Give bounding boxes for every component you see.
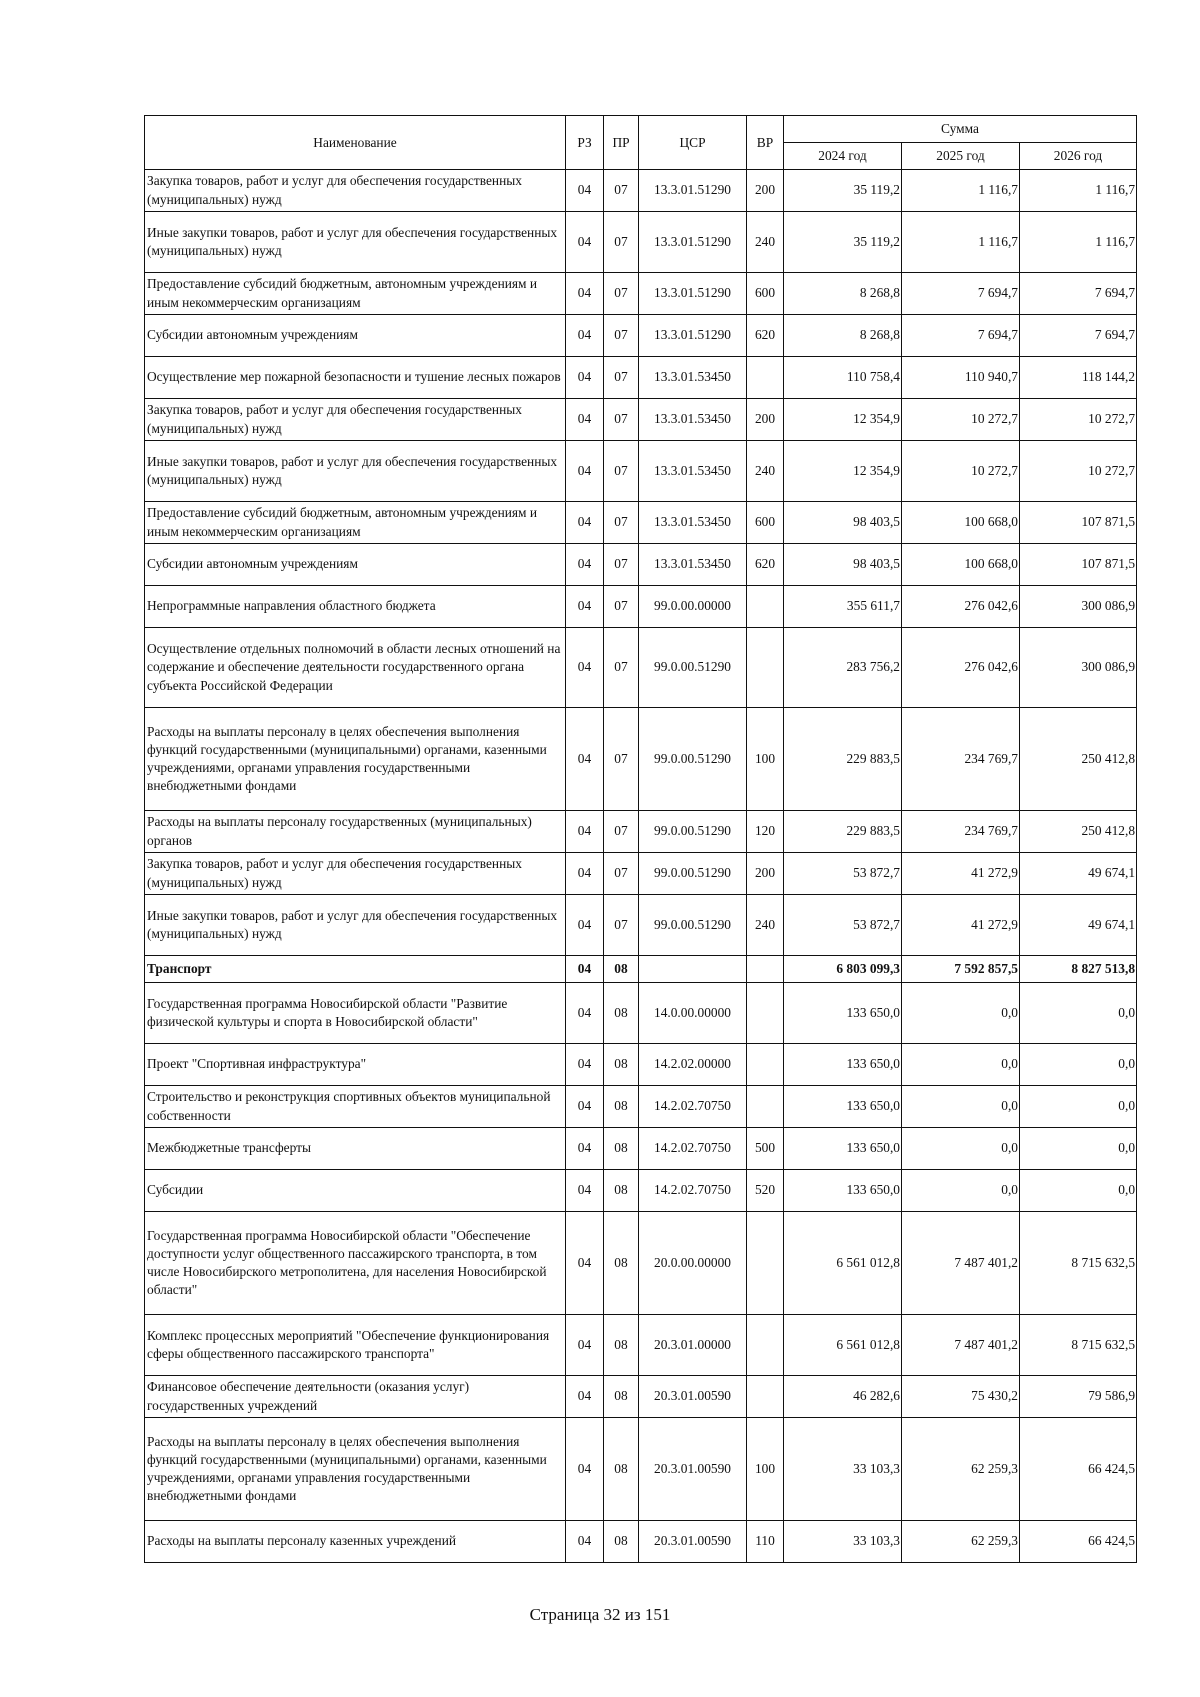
- row-vr: 240: [747, 895, 784, 956]
- row-sum-2025: 41 272,9: [902, 853, 1020, 895]
- row-sum-2026: 250 412,8: [1020, 811, 1137, 853]
- row-vr: [747, 956, 784, 983]
- row-sum-2026: 300 086,9: [1020, 628, 1137, 708]
- row-sum-2025: 7 694,7: [902, 315, 1020, 357]
- row-sum-2025: 0,0: [902, 1086, 1020, 1128]
- row-sum-2025: 0,0: [902, 1128, 1020, 1170]
- row-csr: 20.3.01.00000: [639, 1315, 747, 1376]
- row-rz: 04: [566, 273, 604, 315]
- table-body: [145, 170, 1137, 1563]
- row-csr: 14.2.02.70750: [639, 1086, 747, 1128]
- row-name: Осуществление отдельных полномочий в области лесных отношений на содержание и обеспечение деятельности государственного органа субъекта Российской Федерации: [145, 628, 566, 708]
- budget-table: [144, 115, 1137, 1563]
- row-name: Межбюджетные трансферты: [145, 1128, 566, 1170]
- row-sum-2026: 66 424,5: [1020, 1521, 1137, 1563]
- row-rz: 04: [566, 586, 604, 628]
- row-sum-2024: 133 650,0: [784, 1170, 902, 1212]
- row-name: Проект "Спортивная инфраструктура": [145, 1044, 566, 1086]
- row-sum-2025: 62 259,3: [902, 1521, 1020, 1563]
- row-sum-2026: 8 827 513,8: [1020, 956, 1137, 983]
- row-pr: 08: [604, 1212, 639, 1315]
- table-row: [145, 1521, 1137, 1563]
- row-sum-2026: 0,0: [1020, 1128, 1137, 1170]
- table-row: [145, 1376, 1137, 1418]
- row-sum-2025: 1 116,7: [902, 170, 1020, 212]
- row-vr: [747, 1086, 784, 1128]
- row-pr: 07: [604, 586, 639, 628]
- row-rz: 04: [566, 1170, 604, 1212]
- row-sum-2024: 6 561 012,8: [784, 1315, 902, 1376]
- row-sum-2026: 1 116,7: [1020, 212, 1137, 273]
- row-sum-2025: 62 259,3: [902, 1418, 1020, 1521]
- table-row: [145, 273, 1137, 315]
- row-sum-2024: 283 756,2: [784, 628, 902, 708]
- row-csr: 20.3.01.00590: [639, 1521, 747, 1563]
- row-rz: 04: [566, 1212, 604, 1315]
- row-pr: 08: [604, 1521, 639, 1563]
- row-name: Транспорт: [145, 956, 566, 983]
- row-sum-2024: 133 650,0: [784, 1086, 902, 1128]
- row-csr: 13.3.01.51290: [639, 170, 747, 212]
- row-vr: 200: [747, 399, 784, 441]
- row-vr: [747, 628, 784, 708]
- row-vr: 240: [747, 212, 784, 273]
- row-rz: 04: [566, 895, 604, 956]
- row-csr: 99.0.00.51290: [639, 895, 747, 956]
- row-rz: 04: [566, 399, 604, 441]
- row-pr: 07: [604, 895, 639, 956]
- row-sum-2026: 0,0: [1020, 1170, 1137, 1212]
- row-sum-2024: 229 883,5: [784, 811, 902, 853]
- row-sum-2024: 229 883,5: [784, 708, 902, 811]
- row-pr: 08: [604, 1418, 639, 1521]
- row-rz: 04: [566, 983, 604, 1044]
- row-sum-2026: 0,0: [1020, 983, 1137, 1044]
- row-sum-2026: 107 871,5: [1020, 502, 1137, 544]
- row-csr: 13.3.01.51290: [639, 315, 747, 357]
- row-csr: 14.2.02.70750: [639, 1128, 747, 1170]
- row-csr: 13.3.01.51290: [639, 273, 747, 315]
- table-row: [145, 853, 1137, 895]
- table-row: [145, 983, 1137, 1044]
- row-csr: 99.0.00.51290: [639, 853, 747, 895]
- row-sum-2025: 75 430,2: [902, 1376, 1020, 1418]
- table-row: [145, 1212, 1137, 1315]
- row-sum-2025: 7 487 401,2: [902, 1212, 1020, 1315]
- row-sum-2024: 8 268,8: [784, 273, 902, 315]
- row-pr: 07: [604, 212, 639, 273]
- row-pr: 07: [604, 170, 639, 212]
- row-rz: 04: [566, 1418, 604, 1521]
- row-sum-2025: 7 487 401,2: [902, 1315, 1020, 1376]
- row-sum-2025: 234 769,7: [902, 811, 1020, 853]
- table-row: [145, 170, 1137, 212]
- row-rz: 04: [566, 1128, 604, 1170]
- row-sum-2024: 6 803 099,3: [784, 956, 902, 983]
- row-name: Предоставление субсидий бюджетным, автономным учреждениям и иным некоммерческим организациям: [145, 273, 566, 315]
- table-row: [145, 212, 1137, 273]
- row-vr: 600: [747, 502, 784, 544]
- table-row: [145, 811, 1137, 853]
- row-csr: 99.0.00.51290: [639, 811, 747, 853]
- row-sum-2025: 7 592 857,5: [902, 956, 1020, 983]
- row-name: Государственная программа Новосибирской области "Обеспечение доступности услуг общественного пассажирского транспорта, в том числе Новосибирского метрополитена, для населения Новосибирской области": [145, 1212, 566, 1315]
- header-csr: ЦСР: [639, 116, 747, 170]
- row-sum-2025: 1 116,7: [902, 212, 1020, 273]
- table-row: [145, 441, 1137, 502]
- header-year-2024: 2024 год: [784, 143, 902, 170]
- row-name: Предоставление субсидий бюджетным, автономным учреждениям и иным некоммерческим организациям: [145, 502, 566, 544]
- row-vr: 200: [747, 170, 784, 212]
- row-name: Субсидии автономным учреждениям: [145, 315, 566, 357]
- row-sum-2024: 133 650,0: [784, 983, 902, 1044]
- row-csr: 13.3.01.53450: [639, 544, 747, 586]
- header-name: Наименование: [145, 116, 566, 170]
- row-csr: 13.3.01.53450: [639, 399, 747, 441]
- row-rz: 04: [566, 1044, 604, 1086]
- table-row: [145, 1315, 1137, 1376]
- row-csr: [639, 956, 747, 983]
- row-sum-2025: 10 272,7: [902, 399, 1020, 441]
- row-sum-2026: 1 116,7: [1020, 170, 1137, 212]
- row-pr: 07: [604, 502, 639, 544]
- row-sum-2025: 100 668,0: [902, 502, 1020, 544]
- table-row: [145, 315, 1137, 357]
- row-sum-2025: 100 668,0: [902, 544, 1020, 586]
- row-rz: 04: [566, 170, 604, 212]
- row-sum-2026: 8 715 632,5: [1020, 1212, 1137, 1315]
- row-sum-2026: 10 272,7: [1020, 399, 1137, 441]
- row-pr: 07: [604, 811, 639, 853]
- row-pr: 07: [604, 853, 639, 895]
- row-sum-2025: 0,0: [902, 1044, 1020, 1086]
- row-name: Расходы на выплаты персоналу государственных (муниципальных) органов: [145, 811, 566, 853]
- row-name: Расходы на выплаты персоналу в целях обеспечения выполнения функций государственными (муниципальными) органами, казенными учреждениями, органами управления государственными внебюджетными фондами: [145, 1418, 566, 1521]
- row-vr: [747, 1376, 784, 1418]
- row-sum-2024: 35 119,2: [784, 170, 902, 212]
- row-sum-2025: 234 769,7: [902, 708, 1020, 811]
- row-name: Финансовое обеспечение деятельности (оказания услуг) государственных учреждений: [145, 1376, 566, 1418]
- row-pr: 08: [604, 956, 639, 983]
- table-row: [145, 586, 1137, 628]
- table-row: [145, 1086, 1137, 1128]
- table-row: [145, 895, 1137, 956]
- table-row: [145, 1128, 1137, 1170]
- table-row: [145, 1044, 1137, 1086]
- row-sum-2024: 35 119,2: [784, 212, 902, 273]
- row-sum-2026: 118 144,2: [1020, 357, 1137, 399]
- row-sum-2026: 7 694,7: [1020, 315, 1137, 357]
- row-sum-2024: 12 354,9: [784, 441, 902, 502]
- row-sum-2026: 8 715 632,5: [1020, 1315, 1137, 1376]
- row-rz: 04: [566, 1376, 604, 1418]
- row-csr: 20.3.01.00590: [639, 1376, 747, 1418]
- row-csr: 14.2.02.70750: [639, 1170, 747, 1212]
- row-csr: 13.3.01.53450: [639, 502, 747, 544]
- row-vr: 240: [747, 441, 784, 502]
- row-sum-2024: 53 872,7: [784, 853, 902, 895]
- table-row: [145, 544, 1137, 586]
- row-sum-2024: 355 611,7: [784, 586, 902, 628]
- row-name: Закупка товаров, работ и услуг для обеспечения государственных (муниципальных) нужд: [145, 170, 566, 212]
- row-sum-2024: 110 758,4: [784, 357, 902, 399]
- table-row: [145, 357, 1137, 399]
- row-name: Иные закупки товаров, работ и услуг для обеспечения государственных (муниципальных) нужд: [145, 441, 566, 502]
- row-sum-2026: 107 871,5: [1020, 544, 1137, 586]
- row-sum-2025: 276 042,6: [902, 628, 1020, 708]
- row-vr: 520: [747, 1170, 784, 1212]
- row-csr: 13.3.01.53450: [639, 441, 747, 502]
- row-sum-2026: 66 424,5: [1020, 1418, 1137, 1521]
- row-pr: 08: [604, 983, 639, 1044]
- row-rz: 04: [566, 441, 604, 502]
- header-year-2025: 2025 год: [902, 143, 1020, 170]
- row-sum-2024: 46 282,6: [784, 1376, 902, 1418]
- header-vr: ВР: [747, 116, 784, 170]
- row-name: Иные закупки товаров, работ и услуг для обеспечения государственных (муниципальных) нужд: [145, 212, 566, 273]
- row-sum-2026: 49 674,1: [1020, 895, 1137, 956]
- row-rz: 04: [566, 853, 604, 895]
- row-pr: 07: [604, 357, 639, 399]
- row-sum-2025: 0,0: [902, 1170, 1020, 1212]
- table-header: [145, 116, 1137, 170]
- row-rz: 04: [566, 1086, 604, 1128]
- row-vr: [747, 1212, 784, 1315]
- row-vr: 600: [747, 273, 784, 315]
- row-sum-2024: 33 103,3: [784, 1521, 902, 1563]
- row-pr: 08: [604, 1376, 639, 1418]
- row-sum-2025: 0,0: [902, 983, 1020, 1044]
- row-rz: 04: [566, 357, 604, 399]
- row-csr: 14.0.00.00000: [639, 983, 747, 1044]
- table-row: [145, 1170, 1137, 1212]
- header-rz: РЗ: [566, 116, 604, 170]
- row-sum-2025: 10 272,7: [902, 441, 1020, 502]
- row-name: Субсидии автономным учреждениям: [145, 544, 566, 586]
- row-rz: 04: [566, 212, 604, 273]
- row-csr: 99.0.00.00000: [639, 586, 747, 628]
- row-sum-2025: 41 272,9: [902, 895, 1020, 956]
- row-sum-2025: 110 940,7: [902, 357, 1020, 399]
- row-name: Закупка товаров, работ и услуг для обеспечения государственных (муниципальных) нужд: [145, 853, 566, 895]
- row-sum-2025: 7 694,7: [902, 273, 1020, 315]
- row-vr: 620: [747, 544, 784, 586]
- row-vr: [747, 357, 784, 399]
- row-csr: 13.3.01.51290: [639, 212, 747, 273]
- row-csr: 14.2.02.00000: [639, 1044, 747, 1086]
- row-pr: 08: [604, 1315, 639, 1376]
- row-pr: 08: [604, 1044, 639, 1086]
- row-sum-2026: 7 694,7: [1020, 273, 1137, 315]
- table-row: [145, 628, 1137, 708]
- row-rz: 04: [566, 956, 604, 983]
- row-csr: 20.3.01.00590: [639, 1418, 747, 1521]
- row-vr: 120: [747, 811, 784, 853]
- table-row: [145, 502, 1137, 544]
- row-sum-2026: 0,0: [1020, 1044, 1137, 1086]
- table-row: [145, 399, 1137, 441]
- row-sum-2024: 53 872,7: [784, 895, 902, 956]
- row-sum-2026: 300 086,9: [1020, 586, 1137, 628]
- row-vr: [747, 1315, 784, 1376]
- header-sum: Сумма: [784, 116, 1137, 143]
- row-pr: 08: [604, 1086, 639, 1128]
- row-sum-2024: 12 354,9: [784, 399, 902, 441]
- row-csr: 20.0.00.00000: [639, 1212, 747, 1315]
- row-rz: 04: [566, 1315, 604, 1376]
- row-sum-2024: 6 561 012,8: [784, 1212, 902, 1315]
- row-rz: 04: [566, 502, 604, 544]
- row-pr: 07: [604, 708, 639, 811]
- row-vr: 200: [747, 853, 784, 895]
- row-sum-2024: 133 650,0: [784, 1044, 902, 1086]
- row-pr: 08: [604, 1128, 639, 1170]
- row-sum-2026: 10 272,7: [1020, 441, 1137, 502]
- row-sum-2026: 250 412,8: [1020, 708, 1137, 811]
- row-csr: 99.0.00.51290: [639, 628, 747, 708]
- row-name: Осуществление мер пожарной безопасности и тушение лесных пожаров: [145, 357, 566, 399]
- row-name: Расходы на выплаты персоналу казенных учреждений: [145, 1521, 566, 1563]
- row-name: Субсидии: [145, 1170, 566, 1212]
- table-row: [145, 1418, 1137, 1521]
- row-name: Закупка товаров, работ и услуг для обеспечения государственных (муниципальных) нужд: [145, 399, 566, 441]
- row-vr: [747, 586, 784, 628]
- row-name: Строительство и реконструкция спортивных объектов муниципальной собственности: [145, 1086, 566, 1128]
- row-vr: 620: [747, 315, 784, 357]
- row-rz: 04: [566, 628, 604, 708]
- row-name: Расходы на выплаты персоналу в целях обеспечения выполнения функций государственными (муниципальными) органами, казенными учреждениями, органами управления государственными внебюджетными фондами: [145, 708, 566, 811]
- row-name: Непрограммные направления областного бюджета: [145, 586, 566, 628]
- row-sum-2026: 0,0: [1020, 1086, 1137, 1128]
- table-row: [145, 708, 1137, 811]
- row-rz: 04: [566, 811, 604, 853]
- row-csr: 99.0.00.51290: [639, 708, 747, 811]
- row-pr: 08: [604, 1170, 639, 1212]
- row-csr: 13.3.01.53450: [639, 357, 747, 399]
- row-vr: 100: [747, 708, 784, 811]
- row-sum-2024: 33 103,3: [784, 1418, 902, 1521]
- header-pr: ПР: [604, 116, 639, 170]
- row-sum-2024: 133 650,0: [784, 1128, 902, 1170]
- row-pr: 07: [604, 544, 639, 586]
- row-rz: 04: [566, 544, 604, 586]
- row-sum-2024: 8 268,8: [784, 315, 902, 357]
- row-sum-2026: 79 586,9: [1020, 1376, 1137, 1418]
- header-year-2026: 2026 год: [1020, 143, 1137, 170]
- row-rz: 04: [566, 315, 604, 357]
- row-pr: 07: [604, 399, 639, 441]
- row-pr: 07: [604, 273, 639, 315]
- row-pr: 07: [604, 441, 639, 502]
- table-row: [145, 956, 1137, 983]
- row-sum-2026: 49 674,1: [1020, 853, 1137, 895]
- page-number: Страница 32 из 151: [529, 1605, 671, 1624]
- row-sum-2024: 98 403,5: [784, 502, 902, 544]
- row-name: Иные закупки товаров, работ и услуг для обеспечения государственных (муниципальных) нужд: [145, 895, 566, 956]
- row-rz: 04: [566, 1521, 604, 1563]
- row-pr: 07: [604, 628, 639, 708]
- row-name: Государственная программа Новосибирской области "Развитие физической культуры и спорта в Новосибирской области": [145, 983, 566, 1044]
- row-rz: 04: [566, 708, 604, 811]
- row-vr: 110: [747, 1521, 784, 1563]
- row-name: Комплекс процессных мероприятий "Обеспечение функционирования сферы общественного пассажирского транспорта": [145, 1315, 566, 1376]
- row-vr: [747, 1044, 784, 1086]
- row-vr: [747, 983, 784, 1044]
- row-pr: 07: [604, 315, 639, 357]
- row-vr: 100: [747, 1418, 784, 1521]
- row-sum-2024: 98 403,5: [784, 544, 902, 586]
- row-vr: 500: [747, 1128, 784, 1170]
- row-sum-2025: 276 042,6: [902, 586, 1020, 628]
